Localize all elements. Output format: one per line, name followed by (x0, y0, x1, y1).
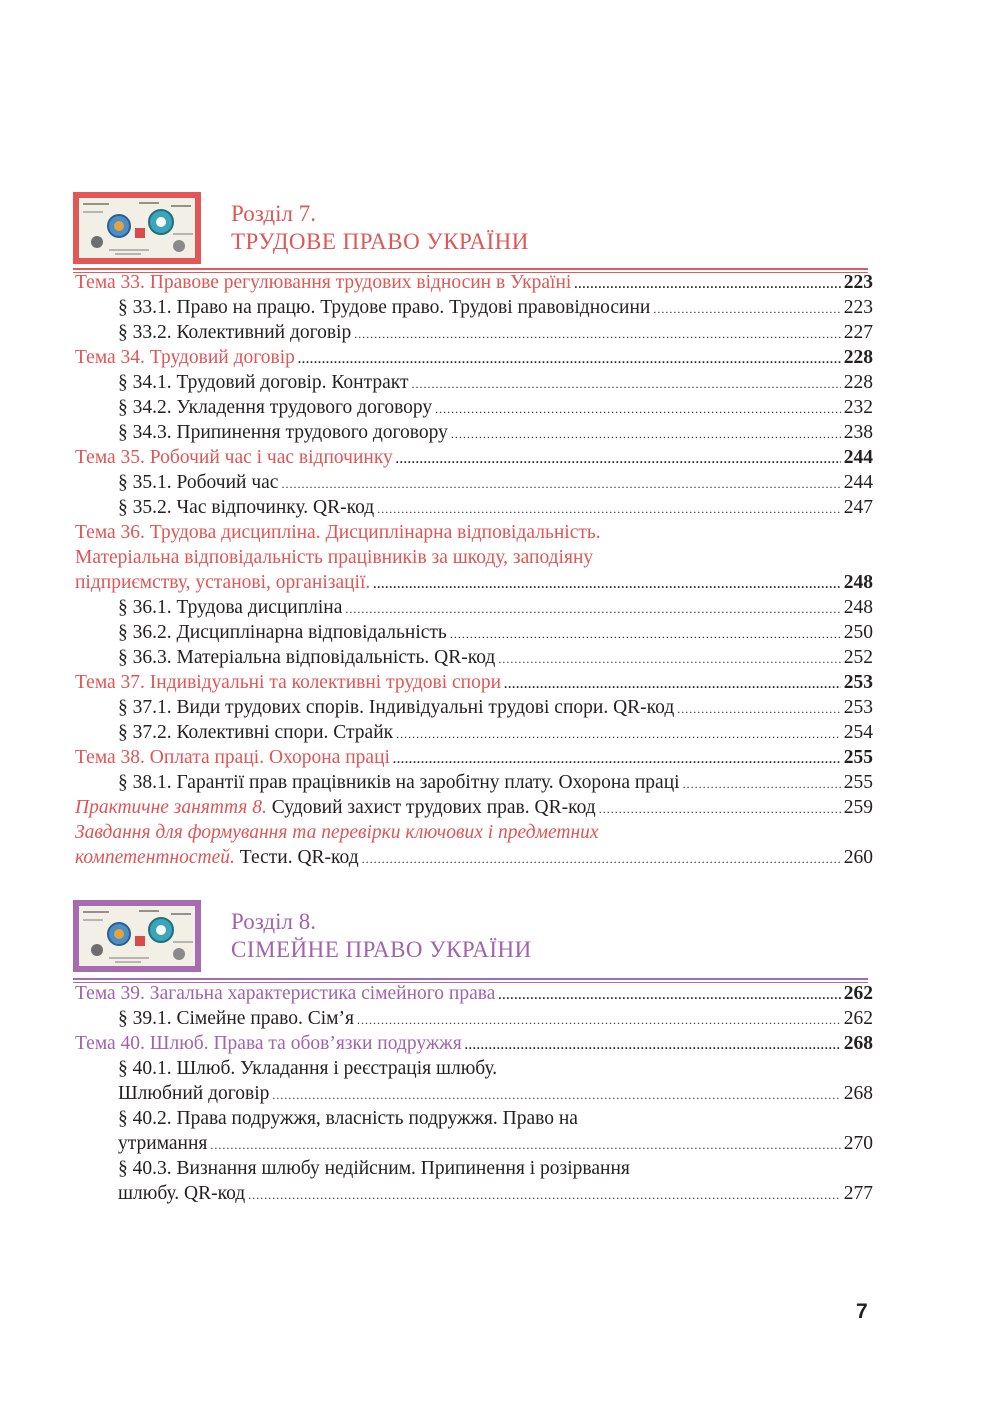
section-8-name: СІМЕЙНЕ ПРАВО УКРАЇНИ (231, 937, 532, 962)
toc-entry-topic-33[interactable]: Тема 33. Правове регулювання трудових відносин в Україні ..... 223 (75, 270, 873, 295)
section-8-number: Розділ 8. (231, 909, 316, 934)
toc-entry-tasks-line1[interactable]: Завдання для формування та перевірки ключових і предметних (75, 822, 599, 843)
toc-entry-34-1[interactable]: § 34.1. Трудовий договір. Контракт ..... 228 (75, 370, 873, 395)
page-ref: 254 (843, 722, 873, 743)
page-ref: 260 (843, 847, 873, 868)
toc-entry-40-3-line1[interactable]: § 40.3. Визнання шлюбу недійсним. Припинення і розірвання (118, 1158, 630, 1179)
section-7-name: ТРУДОВЕ ПРАВО УКРАЇНИ (231, 229, 529, 254)
family-law-diagram-icon (79, 906, 195, 966)
toc-entry-topic-39[interactable]: Тема 39. Загальна характеристика сімейного права ..... 262 (75, 981, 873, 1006)
toc-entry-34-3[interactable]: § 34.3. Припинення трудового договору ..... 238 (75, 420, 873, 445)
page-ref: 253 (843, 672, 873, 693)
toc-entry-40-2[interactable]: утримання ..... 270 (75, 1131, 873, 1156)
page-number: 7 (856, 1300, 868, 1323)
section-7-toc (75, 270, 873, 870)
toc-entry-36-1[interactable]: § 36.1. Трудова дисципліна ..... 248 (75, 595, 873, 620)
toc-entry-40-2-line1[interactable]: § 40.2. Права подружжя, власність подружжя. Право на (118, 1108, 578, 1129)
toc-entry-33-1[interactable]: § 33.1. Право на працю. Трудове право. Трудові правовідносини ..... 223 (75, 295, 873, 320)
page-ref: 253 (843, 697, 873, 718)
section-7-illustration (73, 192, 201, 264)
page-ref: 270 (843, 1133, 873, 1154)
toc-entry-36-2[interactable]: § 36.2. Дисциплінарна відповідальність ..... 250 (75, 620, 873, 645)
page-ref: 268 (843, 1033, 873, 1054)
page-ref: 277 (843, 1183, 873, 1204)
section-8-illustration (73, 900, 201, 972)
toc-entry-topic-37[interactable]: Тема 37. Індивідуальні та колективні трудові спори ..... 253 (75, 670, 873, 695)
toc-entry-39-1[interactable]: § 39.1. Сімейне право. Сім’я ..... 262 (75, 1006, 873, 1031)
page-ref: 259 (843, 797, 873, 818)
toc-entry-33-2[interactable]: § 33.2. Колективний договір ..... 227 (75, 320, 873, 345)
toc-entry-topic-36[interactable]: підприємству, установі, організації. ..... 248 (75, 570, 873, 595)
toc-entry-40-1-line1[interactable]: § 40.1. Шлюб. Укладання і реєстрація шлюбу. (118, 1058, 498, 1079)
toc-entry-topic-38[interactable]: Тема 38. Оплата праці. Охорона праці ..... 255 (75, 745, 873, 770)
toc-entry-37-1[interactable]: § 37.1. Види трудових спорів. Індивідуальні трудові спори. QR-код ..... 253 (75, 695, 873, 720)
page-ref: 248 (843, 597, 873, 618)
labor-law-diagram-icon (79, 198, 195, 258)
toc-entry-40-1[interactable]: Шлюбний договір ..... 268 (75, 1081, 873, 1106)
section-8-toc (75, 981, 873, 1206)
page-ref: 255 (843, 747, 873, 768)
toc-entry-38-1[interactable]: § 38.1. Гарантії прав працівників на заробітну плату. Охорона праці ..... 255 (75, 770, 873, 795)
toc-entry-topic-36-line2[interactable]: Матеріальна відповідальність працівників за шкоду, заподіяну (75, 547, 594, 568)
section-8-header (73, 900, 868, 982)
page-ref: 247 (843, 497, 873, 518)
toc-entry-topic-34[interactable]: Тема 34. Трудовий договір ..... 228 (75, 345, 873, 370)
page-ref: 262 (843, 983, 873, 1004)
toc-entry-37-2[interactable]: § 37.2. Колективні спори. Страйк ..... 254 (75, 720, 873, 745)
page-ref: 255 (843, 772, 873, 793)
toc-entry-topic-40[interactable]: Тема 40. Шлюб. Права та обов’язки подружжя ..... 268 (75, 1031, 873, 1056)
page-ref: 248 (843, 572, 873, 593)
page-ref: 262 (843, 1008, 873, 1029)
toc-entry-topic-36-line1[interactable]: Тема 36. Трудова дисципліна. Дисциплінарна відповідальність. (75, 522, 601, 543)
toc-entry-34-2[interactable]: § 34.2. Укладення трудового договору ..... 232 (75, 395, 873, 420)
page-ref: 268 (843, 1083, 873, 1104)
section-7-header (73, 192, 868, 274)
page-ref: 232 (843, 397, 873, 418)
section-8-rule (73, 978, 868, 980)
section-7-number: Розділ 7. (231, 201, 316, 226)
toc-entry-topic-35[interactable]: Тема 35. Робочий час і час відпочинку ..... 244 (75, 445, 873, 470)
page-ref: 244 (843, 472, 873, 493)
page-ref: 238 (843, 422, 873, 443)
section-7-title (231, 200, 529, 256)
page-ref: 227 (843, 322, 873, 343)
toc-entry-36-3[interactable]: § 36.3. Матеріальна відповідальність. QR-код ..... 252 (75, 645, 873, 670)
page-ref: 228 (843, 347, 873, 368)
section-8-title (231, 908, 532, 964)
toc-entry-practical-8[interactable]: Практичне заняття 8. Судовий захист трудових прав. QR-код ..... 259 (75, 795, 873, 820)
page-ref: 223 (843, 272, 873, 293)
page-ref: 223 (843, 297, 873, 318)
toc-entry-tasks[interactable]: компетентностей. Тести. QR-код ..... 260 (75, 845, 873, 870)
page-ref: 252 (843, 647, 873, 668)
toc-entry-35-1[interactable]: § 35.1. Робочий час ..... 244 (75, 470, 873, 495)
page-ref: 244 (843, 447, 873, 468)
toc-entry-35-2[interactable]: § 35.2. Час відпочинку. QR-код ..... 247 (75, 495, 873, 520)
toc-entry-40-3[interactable]: шлюбу. QR-код ..... 277 (75, 1181, 873, 1206)
page-ref: 250 (843, 622, 873, 643)
page-ref: 228 (843, 372, 873, 393)
